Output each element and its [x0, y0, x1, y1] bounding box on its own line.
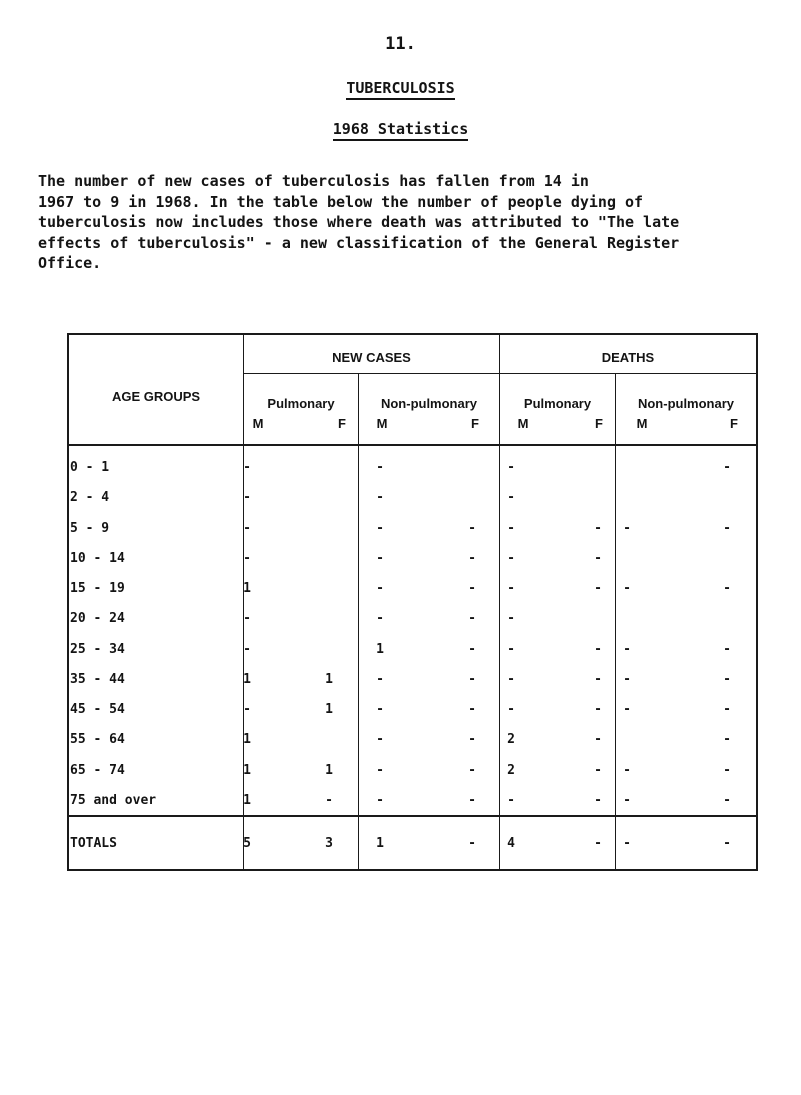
table-cell: -: [468, 792, 476, 808]
table-cell: -: [468, 550, 476, 566]
table-cell: -: [623, 762, 631, 778]
table-cell: -: [723, 520, 731, 536]
table-cell: -: [623, 641, 631, 657]
totals-cell: -: [723, 836, 731, 851]
table-cell: -: [594, 671, 602, 687]
m-header: M: [636, 416, 648, 431]
intro-paragraph: [38, 171, 774, 274]
table-cell: -: [723, 762, 731, 778]
table-cell: -: [623, 792, 631, 808]
table-cell: -: [325, 792, 333, 808]
totals-cell: -: [468, 836, 476, 851]
table-cell: -: [468, 581, 476, 596]
column-divider: [358, 374, 359, 871]
totals-cell: 4: [507, 836, 515, 851]
table-cell: -: [468, 611, 476, 627]
table-cell: -: [243, 520, 251, 536]
table-cell: 1: [243, 581, 251, 596]
table-cell: -: [623, 520, 631, 536]
age-group-label: 5 - 9: [70, 520, 110, 536]
table-cell: -: [623, 581, 631, 596]
table-cell: -: [594, 732, 602, 748]
f-header: F: [730, 416, 738, 431]
paragraph-line: tuberculosis now includes those where death was attributed to "The late: [38, 213, 680, 231]
table-cell: -: [594, 792, 602, 808]
section-subtitle-text: 1968 Statistics: [333, 120, 468, 141]
table-cell: -: [594, 641, 602, 657]
table-cell: -: [507, 520, 515, 536]
table-cell: -: [468, 671, 476, 687]
table-cell: 1: [243, 792, 251, 808]
table-cell: -: [468, 762, 476, 778]
age-group-label: 0 - 1: [70, 460, 110, 475]
page-title-text: TUBERCULOSIS: [346, 79, 454, 100]
paragraph-line: effects of tuberculosis" - a new classification of the General Register: [38, 233, 680, 252]
table-cell: -: [468, 641, 476, 657]
paragraph-line: Office.: [38, 254, 102, 272]
section-subtitle: [0, 120, 801, 138]
table-cell: -: [594, 762, 602, 778]
table-cell: 1: [376, 641, 384, 657]
table-cell: 1: [243, 732, 251, 748]
totals-rule: [67, 815, 758, 817]
table-cell: -: [243, 611, 251, 627]
table-cell: 2: [507, 762, 515, 778]
table-cell: -: [468, 732, 476, 748]
totals-cell: 1: [376, 836, 384, 851]
table-cell: -: [376, 732, 384, 748]
totals-cell: 5: [243, 836, 251, 851]
table-cell: -: [243, 641, 251, 657]
table-cell: -: [507, 611, 515, 627]
m-header: M: [517, 416, 529, 431]
table-cell: -: [723, 460, 731, 475]
table-cell: -: [723, 641, 731, 657]
age-group-label: 20 - 24: [70, 611, 125, 627]
table-cell: -: [468, 520, 476, 536]
f-header: F: [595, 416, 603, 431]
table-cell: -: [243, 550, 251, 566]
age-group-label: 2 - 4: [70, 490, 110, 506]
table-cell: -: [723, 732, 731, 748]
age-group-label: 25 - 34: [70, 641, 125, 657]
header-bottom-rule: [67, 444, 758, 446]
page-title: [0, 79, 801, 97]
totals-cell: 3: [325, 836, 333, 851]
table-cell: -: [376, 762, 384, 778]
age-group-label: 15 - 19: [70, 581, 125, 596]
m-header: M: [252, 416, 264, 431]
table-cell: -: [623, 671, 631, 687]
table-cell: -: [376, 611, 384, 627]
age-group-label: 35 - 44: [70, 671, 125, 687]
table-cell: -: [507, 702, 515, 717]
table-cell: 1: [243, 671, 251, 687]
age-group-label: 10 - 14: [70, 550, 125, 566]
table-cell: 2: [507, 732, 515, 748]
age-group-label: 55 - 64: [70, 732, 125, 748]
deaths-header: DEATHS: [601, 350, 655, 365]
table-border-top: [67, 333, 758, 335]
table-cell: -: [376, 792, 384, 808]
table-cell: 1: [243, 762, 251, 778]
table-border-bottom: [67, 869, 758, 871]
table-cell: -: [507, 550, 515, 566]
new-non-pulmonary-header: Non-pulmonary: [380, 396, 478, 411]
table-cell: -: [507, 460, 515, 475]
table-cell: -: [376, 520, 384, 536]
table-cell: -: [594, 702, 602, 717]
table-cell: -: [594, 581, 602, 596]
m-header: M: [376, 416, 388, 431]
table-cell: -: [243, 460, 251, 475]
page-number: 11.: [385, 34, 416, 54]
table-cell: -: [723, 792, 731, 808]
totals-label: TOTALS: [70, 836, 117, 851]
table-border-right: [756, 333, 758, 871]
table-cell: -: [468, 702, 476, 717]
age-group-label: 65 - 74: [70, 762, 125, 778]
paragraph-line: 1967 to 9 in 1968. In the table below the number of people dying of: [38, 192, 644, 211]
table-cell: -: [594, 550, 602, 566]
table-cell: -: [623, 702, 631, 717]
table-border-left: [67, 333, 69, 871]
table-cell: -: [594, 520, 602, 536]
table-cell: -: [507, 792, 515, 808]
totals-cell: -: [623, 836, 631, 851]
column-divider: [499, 333, 500, 871]
column-divider: [243, 333, 244, 871]
table-cell: -: [723, 581, 731, 596]
totals-cell: -: [594, 836, 602, 851]
table-cell: -: [243, 702, 251, 717]
age-groups-header: AGE GROUPS: [111, 389, 201, 404]
tuberculosis-table: [67, 333, 758, 871]
table-cell: -: [507, 581, 515, 596]
table-cell: -: [723, 702, 731, 717]
table-cell: -: [507, 490, 515, 506]
age-group-label: 45 - 54: [70, 702, 125, 717]
deaths-non-pulmonary-header: Non-pulmonary: [637, 396, 735, 411]
f-header: F: [338, 416, 346, 431]
table-cell: -: [243, 490, 251, 506]
table-cell: -: [376, 702, 384, 717]
paragraph-line: The number of new cases of tuberculosis has fallen from 14 in: [38, 172, 589, 190]
age-group-label: 75 and over: [70, 792, 157, 808]
deaths-pulmonary-header: Pulmonary: [523, 396, 592, 411]
table-cell: -: [376, 671, 384, 687]
new-cases-header: NEW CASES: [332, 350, 411, 365]
table-cell: -: [376, 550, 384, 566]
new-pulmonary-header: Pulmonary: [267, 396, 335, 411]
table-cell: -: [376, 490, 384, 506]
table-cell: 1: [325, 762, 333, 778]
header-divider: [244, 373, 758, 374]
table-cell: -: [376, 460, 384, 475]
table-cell: -: [507, 641, 515, 657]
table-cell: -: [723, 671, 731, 687]
table-cell: 1: [325, 702, 333, 717]
table-cell: -: [376, 581, 384, 596]
table-cell: 1: [325, 671, 333, 687]
table-cell: -: [507, 671, 515, 687]
f-header: F: [471, 416, 479, 431]
